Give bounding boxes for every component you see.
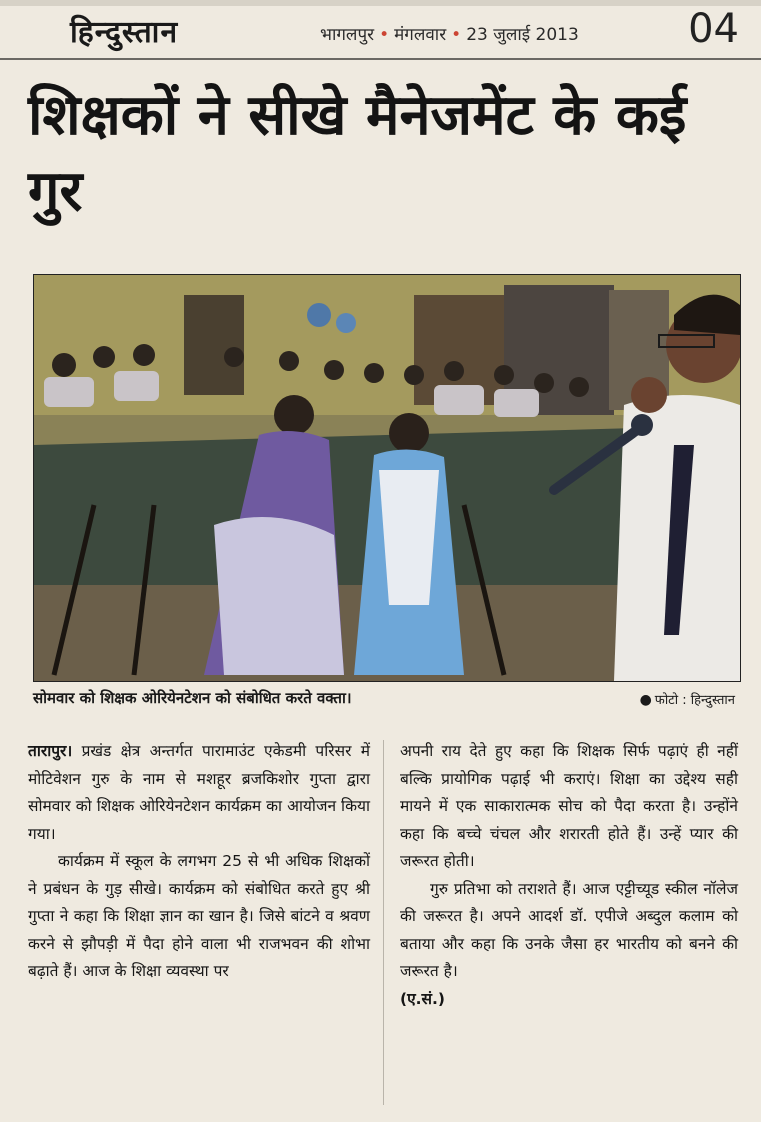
article-paragraph [28, 738, 370, 848]
article-column-2 [400, 738, 738, 1013]
photo-caption: सोमवार को शिक्षक ओरियेनटेशन को संबोधित करते वक्ता। [33, 689, 352, 707]
column-divider [383, 740, 384, 1105]
article-dateline: तारापुर। [28, 742, 73, 760]
dateline-bar [320, 22, 579, 45]
article-column-1 [28, 738, 370, 986]
page-number: 04 [688, 6, 739, 52]
separator-dot-icon: • [451, 25, 462, 45]
article-paragraph: अपनी राय देते हुए कहा कि शिक्षक सिर्फ पढ़ाएं ही नहीं बल्कि प्रायोगिक पढ़ाई भी कराएं। शिक्षा का उद्देश्य सही मायने में एक साकारात्मक सोच को पैदा करता है। उन्होंने कहा कि बच्चे चंचल और शरारती होते हैं। उन्हें प्यार की जरूरत होती। [400, 742, 738, 870]
news-photo [33, 274, 741, 682]
city-label: भागलपुर [320, 25, 375, 45]
article-paragraph-text: प्रखंड क्षेत्र अन्तर्गत पारामाउंट एकेडमी परिसर में मोटिवेशन गुरु के नाम से मशहूर ब्रजकिशोर गुप्ता द्वारा सोमवार को शिक्षक ओरियेनटेशन कार्यक्रम का आयोजन किया गया। [28, 742, 370, 843]
day-label: मंगलवार [394, 25, 447, 45]
article-paragraph: कार्यक्रम में स्कूल के लगभग 25 से भी अधिक शिक्षकों ने प्रबंधन के गुड़ सीखे। कार्यक्रम को संबोधित करते हुए श्री गुप्ता ने कहा कि शिक्षा ज्ञान का खान है। जिसे बांटने व श्रवण करने से झौपड़ी में पैदा होने वाला भी राजभवन की शोभा बढ़ाते हैं। आज के शिक्षा व्यवस्था पर [28, 852, 370, 980]
masthead [10, 8, 751, 56]
photo-credit-text: फोटो : हिन्दुस्तान [654, 693, 735, 708]
article-paragraph: गुरु प्रतिभा को तराशते हैं। आज एट्टीच्यूड स्कील नॉलेज की जरूरत है। अपने आदर्श डॉ. एपीजे अब्दुल कलाम को बताया और कहा कि उनके जैसा हर भारतीय को बनने की जरूरत है। [400, 879, 738, 980]
date-label: 23 जुलाई 2013 [466, 25, 579, 45]
page-top-edge [0, 0, 761, 6]
bullet-icon: ● [639, 692, 652, 708]
photo-credit [640, 690, 735, 708]
separator-dot-icon: • [379, 25, 390, 45]
masthead-rule [0, 58, 761, 60]
article-signoff: (ए.सं.) [400, 989, 445, 1008]
newspaper-brand: हिन्दुस्तान [70, 15, 179, 50]
article-headline: शिक्षकों ने सीखे मैनेजमेंट के कई गुर [28, 83, 687, 224]
